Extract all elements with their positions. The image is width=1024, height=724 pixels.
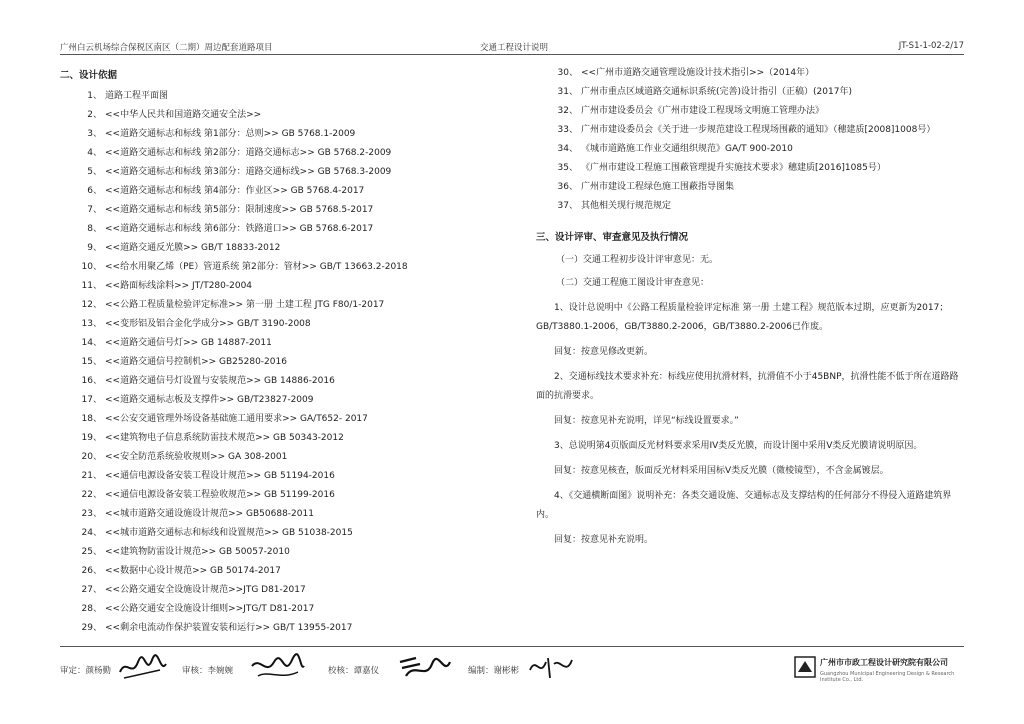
reference-text: <<数据中心设计规范>> GB 50174-2017 bbox=[105, 566, 281, 576]
reference-number: 10、 bbox=[81, 262, 102, 272]
project-name: 广州白云机场综合保税区南区（二期）周边配套道路项目 bbox=[60, 43, 273, 53]
reference-number: 28、 bbox=[81, 604, 102, 614]
review-comment: 1、设计总说明中《公路工程质量检验评定标准 第一册 土建工程》规范版本过期，应更新为2017；GB/T3880.1-2006，GB/T3880.2-2006，GB/T3880.2-2006已作废。 bbox=[536, 303, 949, 332]
review-comment: 4、《交通横断面图》说明补充：各类交通设施、交通标志及支撑结构的任何部分不得侵入道路建筑界内。 bbox=[536, 491, 952, 520]
reference-text: 广州市建设工程绿色施工围蔽指导图集 bbox=[581, 182, 735, 192]
reference-item bbox=[60, 239, 480, 258]
reference-text: <<道路交通标志和标线 第2部分：道路交通标志>> GB 5768.2-2009 bbox=[105, 148, 392, 158]
reference-number: 26、 bbox=[81, 566, 102, 576]
reference-number: 9、 bbox=[87, 243, 102, 253]
reference-text: <<通信电源设备安装工程验收规范>> GB 51199-2016 bbox=[105, 490, 335, 500]
reference-number: 5、 bbox=[87, 167, 102, 177]
reference-text: 其他相关现行规范规定 bbox=[581, 201, 672, 211]
reference-text: <<城市道路交通设施设计规范>> GB50688-2011 bbox=[105, 509, 314, 519]
reference-number: 13、 bbox=[81, 319, 102, 329]
left-column bbox=[60, 64, 480, 638]
reference-item bbox=[536, 140, 966, 159]
reference-item bbox=[60, 581, 480, 600]
auditor-signature bbox=[248, 652, 306, 682]
reference-number: 35、 bbox=[557, 163, 578, 173]
reference-number: 20、 bbox=[81, 452, 102, 462]
reference-item bbox=[60, 334, 480, 353]
reference-text: <<中华人民共和国道路交通安全法>> bbox=[105, 110, 262, 120]
reference-item bbox=[60, 467, 480, 486]
reference-item bbox=[60, 125, 480, 144]
reference-text: 《城市道路施工作业交通组织规范》GA/T 900-2010 bbox=[581, 144, 793, 154]
reference-number: 24、 bbox=[81, 528, 102, 538]
reference-text: <<道路交通信号控制机>> GB25280-2016 bbox=[105, 357, 287, 367]
reference-item bbox=[60, 353, 480, 372]
drawing-number: JT-S1-1-02-2/17 bbox=[898, 41, 964, 51]
reference-number: 3、 bbox=[87, 129, 102, 139]
company-name: 广州市市政工程设计研究院有限公司 bbox=[820, 658, 948, 667]
reference-item bbox=[60, 543, 480, 562]
reference-text: <<道路交通标志和标线 第3部分：道路交通标线>> GB 5768.3-2009 bbox=[105, 167, 392, 177]
reference-item bbox=[60, 258, 480, 277]
review-comment: 3、总说明第4页版面反光材料要求采用IV类反光膜，而设计图中采用V类反光膜请说明原因。 bbox=[554, 441, 923, 451]
reference-number: 32、 bbox=[557, 106, 578, 116]
reply-text: 回复：按意见修改更新。 bbox=[554, 347, 654, 357]
reference-item bbox=[60, 410, 480, 429]
reference-text: <<道路交通标志和标线 第6部分：铁路道口>> GB 5768.6-2017 bbox=[105, 224, 374, 234]
reference-number: 22、 bbox=[81, 490, 102, 500]
reference-number: 8、 bbox=[87, 224, 102, 234]
section-3-title: 三、设计评审、审查意见及执行情况 bbox=[536, 232, 689, 243]
reference-text: <<城市道路交通标志和标线和设置规范>> GB 51038-2015 bbox=[105, 528, 353, 538]
reference-item bbox=[60, 600, 480, 619]
reference-item bbox=[536, 102, 966, 121]
reference-item bbox=[60, 524, 480, 543]
reference-text: <<建筑物防雷设计规范>> GB 50057-2010 bbox=[105, 547, 290, 557]
reference-number: 37、 bbox=[557, 201, 578, 211]
document-title: 交通工程设计说明 bbox=[480, 43, 549, 53]
reference-text: <<安全防范系统验收规则>> GA 308-2001 bbox=[105, 452, 288, 462]
reference-text: <<变形铝及铝合金化学成分>> GB/T 3190-2008 bbox=[105, 319, 311, 329]
reference-item bbox=[60, 486, 480, 505]
reference-item bbox=[60, 448, 480, 467]
reference-text: <<建筑物电子信息系统防雷技术规范>> GB 50343-2012 bbox=[105, 433, 344, 443]
reference-number: 36、 bbox=[557, 182, 578, 192]
reference-text: <<广州市道路交通管理设施设计技术指引>>（2014年） bbox=[581, 68, 815, 78]
reference-item bbox=[60, 505, 480, 524]
reference-text: <<路面标线涂料>> JT/T280-2004 bbox=[105, 281, 253, 291]
reference-item bbox=[60, 87, 480, 106]
reference-item bbox=[60, 372, 480, 391]
designer-label: 编制：谢彬彬 bbox=[468, 666, 520, 676]
reference-item bbox=[60, 391, 480, 410]
reference-number: 30、 bbox=[557, 68, 578, 78]
reference-item bbox=[536, 197, 966, 216]
reference-number: 17、 bbox=[81, 395, 102, 405]
reference-text: <<道路交通信号灯>> GB 14887-2011 bbox=[105, 338, 272, 348]
header-rule bbox=[60, 54, 964, 55]
review-opinion-1: （一）交通工程初步设计评审意见：无。 bbox=[556, 255, 719, 265]
reference-number: 2、 bbox=[87, 110, 102, 120]
reference-text: <<剩余电流动作保护装置安装和运行>> GB/T 13955-2017 bbox=[105, 623, 353, 633]
reference-text: 广州市建设委员会《关于进一步规范建设工程现场围蔽的通知》（穗建质[2008]1008号） bbox=[581, 125, 936, 135]
reference-item bbox=[60, 296, 480, 315]
reference-number: 4、 bbox=[87, 148, 102, 158]
reference-text: <<给水用聚乙烯（PE）管道系统 第2部分：管材>> GB/T 13663.2-2018 bbox=[105, 262, 408, 272]
reference-item bbox=[60, 562, 480, 581]
reference-number: 34、 bbox=[557, 144, 578, 154]
reference-text: <<道路交通标志和标线 第4部分：作业区>> GB 5768.4-2017 bbox=[105, 186, 365, 196]
reference-number: 6、 bbox=[87, 186, 102, 196]
reference-list-left bbox=[60, 87, 480, 638]
reference-item bbox=[60, 277, 480, 296]
reviewer-signature bbox=[116, 652, 168, 682]
reference-number: 21、 bbox=[81, 471, 102, 481]
reference-item bbox=[536, 178, 966, 197]
reference-number: 12、 bbox=[81, 300, 102, 310]
review-comment: 2、交通标线技术要求补充：标线应使用抗滑材料，抗滑值不小于45BNP，抗滑性能不低于所在道路路面的抗滑要求。 bbox=[536, 372, 959, 401]
reference-number: 16、 bbox=[81, 376, 102, 386]
reference-text: <<公路工程质量检验评定标准>> 第一册 土建工程 JTG F80/1-2017 bbox=[105, 300, 385, 310]
reference-item bbox=[60, 201, 480, 220]
reference-text: <<道路交通标志和标线 第1部分：总则>> GB 5768.1-2009 bbox=[105, 129, 356, 139]
reference-number: 15、 bbox=[81, 357, 102, 367]
checker-signature bbox=[396, 652, 452, 682]
auditor-label: 审核：李婉婉 bbox=[182, 666, 234, 676]
reference-item bbox=[60, 315, 480, 334]
reference-number: 7、 bbox=[87, 205, 102, 215]
review-items bbox=[536, 299, 966, 550]
company-name-en: Guangzhou Municipal Engineering Design & Research Institute Co., Ltd. bbox=[820, 671, 955, 683]
reference-text: <<公安交通管理外场设备基础施工通用要求>> GA/T652- 2017 bbox=[105, 414, 368, 424]
reference-number: 25、 bbox=[81, 547, 102, 557]
reference-text: <<通信电源设备安装工程设计规范>> GB 51194-2016 bbox=[105, 471, 335, 481]
reference-item bbox=[60, 163, 480, 182]
reference-item bbox=[536, 159, 966, 178]
reference-number: 29、 bbox=[81, 623, 102, 633]
reference-text: <<道路交通反光膜>> GB/T 18833-2012 bbox=[105, 243, 281, 253]
reference-item bbox=[60, 220, 480, 239]
reference-item bbox=[60, 619, 480, 638]
reference-number: 31、 bbox=[557, 87, 578, 97]
reference-number: 11、 bbox=[81, 281, 102, 291]
section-2-title: 二、设计依据 bbox=[60, 70, 118, 81]
reference-item bbox=[60, 106, 480, 125]
reference-number: 14、 bbox=[81, 338, 102, 348]
reference-text: 道路工程平面图 bbox=[105, 91, 169, 101]
reply-text: 回复：按意见补充说明。 bbox=[554, 535, 654, 545]
reference-item bbox=[60, 182, 480, 201]
company-emblem-icon bbox=[794, 656, 816, 678]
reference-text: <<道路交通标志板及支撑件>> GB/T23827-2009 bbox=[105, 395, 314, 405]
reference-item bbox=[60, 144, 480, 163]
spacer bbox=[536, 216, 966, 226]
reference-text: <<公路交通安全设施设计规范>>JTG D81-2017 bbox=[105, 585, 306, 595]
checker-label: 校核：谭嘉仪 bbox=[328, 666, 380, 676]
reference-text: <<道路交通信号灯设置与安装规范>> GB 14886-2016 bbox=[105, 376, 335, 386]
reference-item bbox=[60, 429, 480, 448]
reference-number: 27、 bbox=[81, 585, 102, 595]
signature-block bbox=[60, 652, 964, 686]
reply-text: 回复：按意见核查，版面反光材料采用国标V类反光膜（微棱镜型），不含金属镀层。 bbox=[554, 466, 889, 476]
designer-signature bbox=[526, 652, 576, 682]
reference-item bbox=[536, 64, 966, 83]
reference-item bbox=[536, 121, 966, 140]
right-column bbox=[536, 64, 966, 550]
reference-text: 《广州市建设工程施工围蔽管理提升实施技术要求》穗建质[2016]1085号） bbox=[581, 163, 886, 173]
reference-number: 1、 bbox=[87, 91, 102, 101]
company-logo bbox=[794, 654, 964, 684]
reference-text: 广州市重点区域道路交通标识系统(完善)设计指引（正稿）(2017年) bbox=[581, 87, 852, 97]
reviewer-label: 审定：颜杨勤 bbox=[60, 666, 112, 676]
reference-number: 19、 bbox=[81, 433, 102, 443]
reference-text: 广州市建设委员会《广州市建设工程现场文明施工管理办法》 bbox=[581, 106, 825, 116]
reference-item bbox=[536, 83, 966, 102]
reference-number: 23、 bbox=[81, 509, 102, 519]
reply-text: 回复：按意见补充说明，详见“标线设置要求。” bbox=[554, 416, 739, 426]
reference-text: <<道路交通标志和标线 第5部分：限制速度>> GB 5768.5-2017 bbox=[105, 205, 374, 215]
review-opinion-2: （二）交通工程施工图设计审查意见： bbox=[556, 278, 710, 288]
reference-text: <<公路交通安全设施设计细则>>JTG/T D81-2017 bbox=[105, 604, 315, 614]
reference-number: 18、 bbox=[81, 414, 102, 424]
page-header bbox=[60, 38, 964, 52]
reference-list-right bbox=[536, 64, 966, 216]
footer-rule bbox=[60, 646, 964, 647]
reference-number: 33、 bbox=[557, 125, 578, 135]
